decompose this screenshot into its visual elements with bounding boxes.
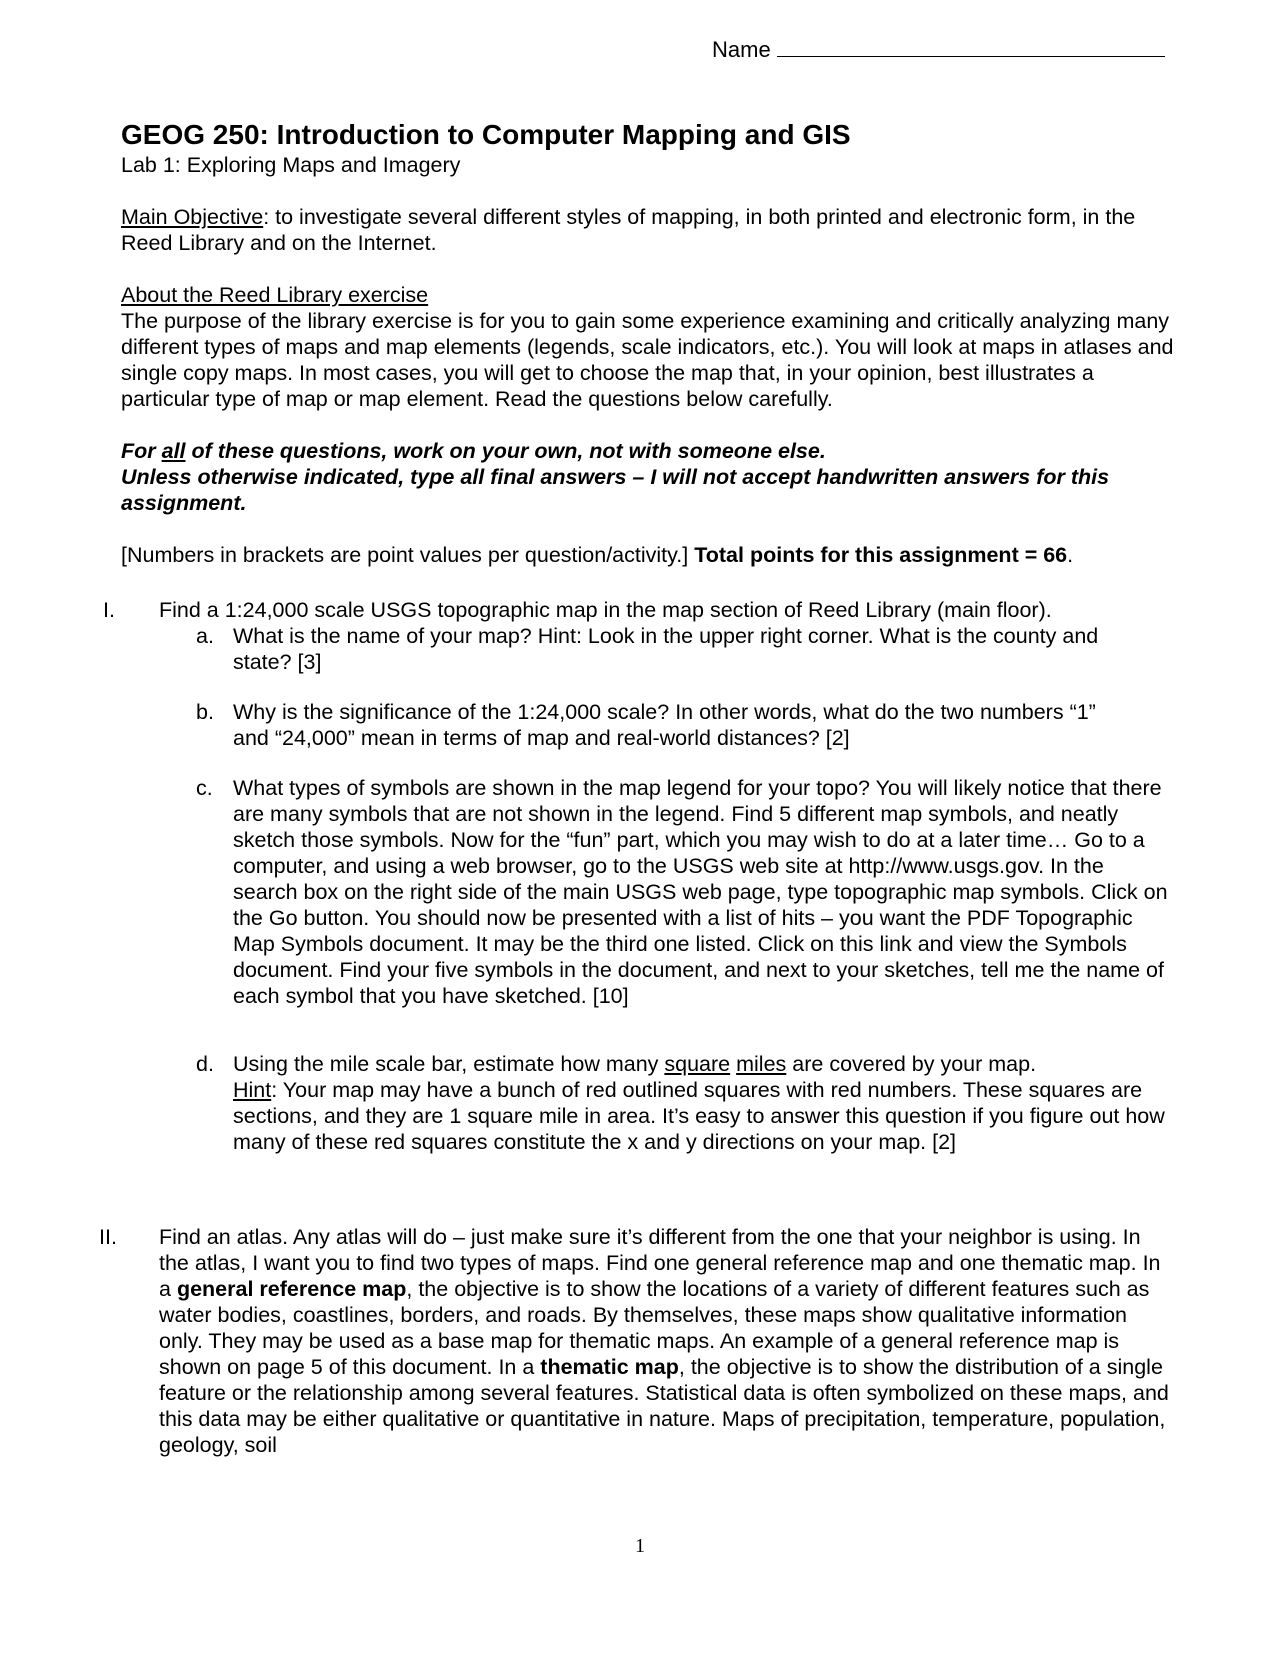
section-2-text-3: , the objective is to show the distribution of a single feature or the relationship among several features. Statistical data is often symbolized on these maps, and this data may be either qualitative or quantitative in nature. Maps of precipitation, temperature, population, geology, soil	[159, 1355, 1169, 1457]
page-title: GEOG 250: Introduction to Computer Mapping and GIS	[121, 119, 851, 150]
question-c-label: c.	[196, 776, 213, 800]
question-d-post: are covered by your map.	[786, 1052, 1037, 1076]
name-field[interactable]	[712, 36, 1165, 63]
warning-line-1	[121, 438, 1181, 464]
section-2-numeral: II.	[99, 1225, 117, 1249]
question-d-pre: Using the mile scale bar, estimate how many	[233, 1052, 665, 1076]
main-objective-label: Main Objective	[121, 205, 264, 229]
total-points: Total points for this assignment = 66	[694, 543, 1068, 567]
warning-post: of these questions, work on your own, not with someone else.	[185, 439, 826, 463]
main-objective-text: : to investigate several different styles of mapping, in both printed and electronic form, in the Reed Library and on the Internet.	[121, 205, 1136, 255]
warning-underline: all	[161, 439, 186, 463]
thematic-map-term: thematic map	[540, 1355, 679, 1379]
question-a-text: What is the name of your map? Hint: Look in the upper right corner. What is the county and state? [3]	[233, 624, 1099, 674]
question-d-label: d.	[196, 1052, 214, 1076]
points-note-text: [Numbers in brackets are point values per question/activity.]	[121, 543, 695, 567]
section-1-text: Find a 1:24,000 scale USGS topographic map in the map section of Reed Library (main floor).	[159, 598, 1052, 622]
question-d	[233, 1051, 1168, 1155]
warning-line-2: Unless otherwise indicated, type all final answers – I will not accept handwritten answers for this assignment.	[121, 465, 1110, 515]
page-number: 1	[635, 1535, 645, 1557]
general-reference-map-term: general reference map	[176, 1277, 407, 1301]
question-b-text: Why is the significance of the 1:24,000 scale? In other words, what do the two numbers “1” and “24,000” mean in terms of map and real-world distances? [2]	[233, 700, 1096, 750]
section-2-text-2: , the objective is to show the locations of a variety of different features such as water bodies, coastlines, borders, and roads. By themselves, these maps show qualitative information only. They may be used as a base map for thematic maps. An example of a general reference map is shown on page 5 of this document. In a	[159, 1277, 1150, 1379]
name-blank-line[interactable]	[777, 36, 1165, 57]
question-c-text: What types of symbols are shown in the map legend for your topo? You will likely notice that there are many symbols that are not shown in the legend. Find 5 different map symbols, and neatly sketch those symbols. Now for the “fun” part, which you may wish to do at a later time… Go to a computer, and using a web browser, go to the USGS web site at http://www.usgs.gov. In the search box on the right side of the main USGS web page, type topographic map symbols. Click on the Go button. You should now be presented with a list of hits – you want the PDF Topographic Map Symbols document. It may be the third one listed. Click on this link and view the Symbols document. Find your five symbols in the document, and next to your sketches, tell me the name of each symbol that you have sketched. [10]	[233, 776, 1168, 1008]
main-objective	[121, 204, 1181, 256]
question-d-hint-text: : Your map may have a bunch of red outlined squares with red numbers. These squares are sections, and they are 1 square mile in area. It’s easy to answer this question if you figure out how many of these red squares constitute the x and y directions on your map. [2]	[233, 1078, 1165, 1154]
section-2-text-1: Find an atlas. Any atlas will do – just make sure it’s different from the one that your neighbor is using. In the atlas, I want you to find two types of maps. Find one general reference map and one thematic map. In a	[159, 1225, 1161, 1301]
points-note-end: .	[1067, 543, 1074, 567]
question-d-square: square	[664, 1052, 731, 1076]
library-heading: About the Reed Library exercise	[121, 283, 429, 307]
warning-pre: For	[121, 439, 162, 463]
name-label: Name	[712, 37, 771, 62]
document-body	[121, 118, 1181, 568]
section-2-text	[159, 1224, 1171, 1458]
question-d-hint-para	[233, 1077, 1168, 1155]
question-a-label: a.	[196, 624, 214, 648]
question-d-hint-label: Hint	[233, 1078, 272, 1102]
library-text: The purpose of the library exercise is for you to gain some experience examining and critically analyzing many different types of maps and map elements (legends, scale indicators, etc.). You will look at maps in atlases and single copy maps. In most cases, you will get to choose the map that, in your opinion, best illustrates a particular type of map or map element. Read the questions below carefully.	[121, 309, 1174, 411]
section-1-numeral: I.	[103, 598, 115, 622]
question-d-line-1	[233, 1051, 1168, 1077]
points-note	[121, 542, 1181, 568]
question-b-label: b.	[196, 700, 214, 724]
question-d-miles: miles	[736, 1052, 787, 1076]
lab-subtitle: Lab 1: Exploring Maps and Imagery	[121, 153, 461, 177]
